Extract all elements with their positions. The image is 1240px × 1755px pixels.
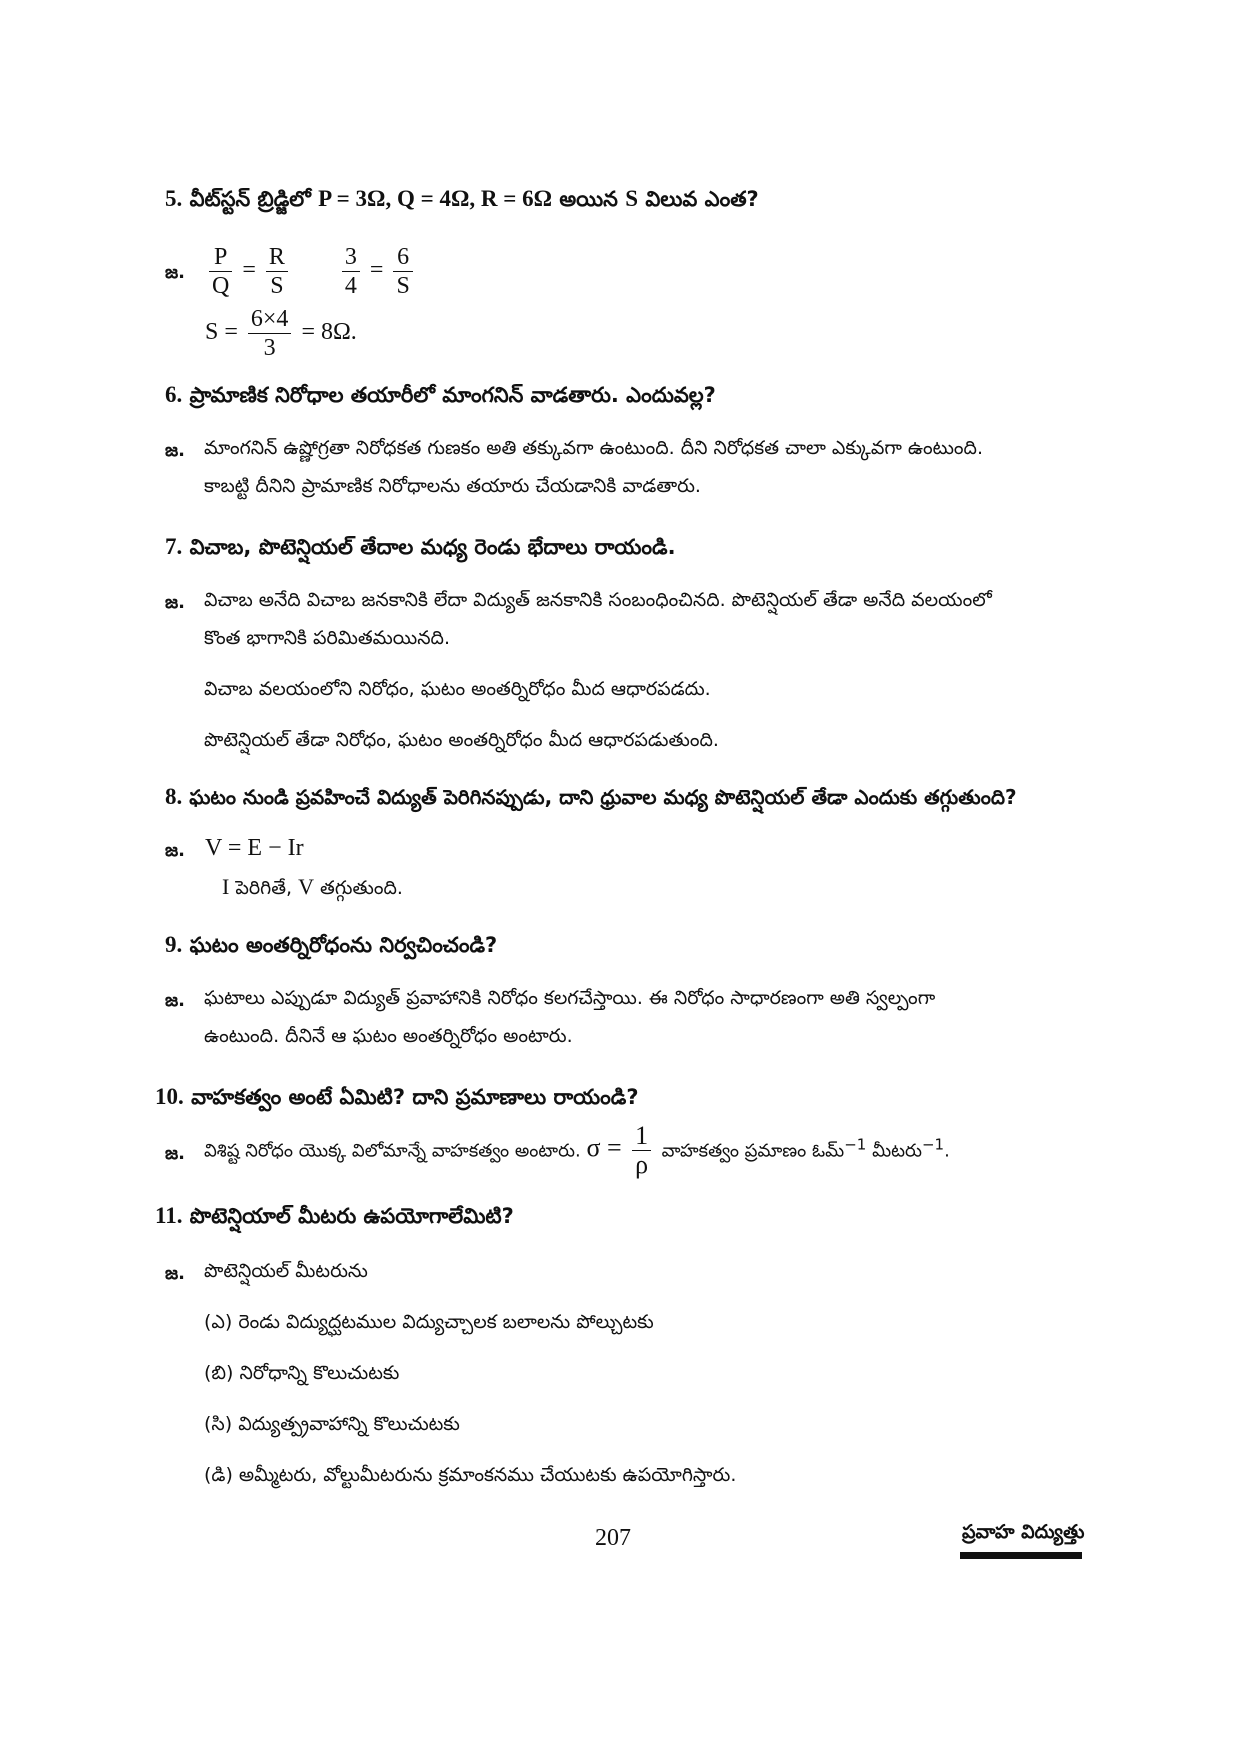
answer-marker: జ. (165, 440, 185, 461)
question-text: విలువ ఎంత? (645, 187, 759, 211)
answer-7-line: విచాబ వలయంలోని నిరోధం, ఘటం అంతర్నిరోధం మీద ఆధారపడదు. (204, 678, 711, 700)
fraction: $\frac{R}{S}$ (266, 243, 288, 300)
answer-6-line: మాంగనిన్ ఉష్ణోగ్రతా నిరోధకత గుణకం అతి తక్కువగా ఉంటుంది. దీని నిరోధకత చాలా ఎక్కువగా ఉంటుంది. (204, 437, 983, 459)
answer-11-intro: పొటెన్షియల్ మీటరును (204, 1260, 368, 1282)
question-text: వీట్‌స్టన్ బ్రిడ్జిలో (189, 187, 311, 211)
fraction: $\frac{3}{4}$ (342, 243, 360, 300)
answer-marker: జ. (165, 990, 185, 1011)
answer-8-formula: V = E − Ir (205, 835, 304, 861)
fraction: $\frac{P}{Q}$ (209, 243, 232, 300)
answer-marker: జ. (165, 840, 185, 861)
fraction: $\frac{6}{S}$ (393, 243, 412, 300)
question-9: 9. ఘటం అంతర్నిరోధంను నిర్వచించండి? (165, 932, 498, 957)
list-item: (ఎ) రెండు విద్యుద్ఘటముల విద్యుచ్చాలక బలాలను పోల్చుటకు (204, 1311, 654, 1333)
answer-5-result: S = $\frac{6\times 4}{3}$ = 8Ω. (205, 306, 357, 361)
fraction: $\frac{6\times 4}{3}$ (248, 305, 292, 362)
chapter-underline (960, 1552, 1082, 1559)
question-variable: S (625, 186, 638, 211)
answer-5-ratio: $\frac{P}{Q}$ = $\frac{R}{S}$ $\frac{3}{4}$ = $\frac{6}{S}$ (205, 243, 417, 300)
answer-7-line: విచాబ అనేది విచాబ జనకానికి లేదా విద్యుత్ జనకానికి సంబంధించినది. పొటెన్షియల్ తేడా అనేది వలయంలో (204, 589, 992, 611)
chapter-title: ప్రవాహ విద్యుత్తు (962, 1521, 1085, 1543)
answer-marker: జ. (165, 592, 185, 613)
question-5 (165, 186, 759, 217)
list-item: (బి) నిరోధాన్ని కొలుచుటకు (204, 1362, 400, 1384)
question-10: 10. వాహకత్వం అంటే ఏమిటి? దాని ప్రమాణాలు రాయండి? (155, 1084, 639, 1109)
answer-7-line: పొటెన్షియల్ తేడా నిరోధం, ఘటం అంతర్నిరోధం మీద ఆధారపడుతుంది. (204, 729, 719, 751)
answer-marker: జ. (165, 262, 185, 283)
list-item: (సి) విద్యుత్ప్రవాహాన్ని కొలుచుటకు (204, 1413, 460, 1435)
answer-9-line: ఉంటుంది. దీనినే ఆ ఘటం అంతర్నిరోధం అంటారు. (204, 1025, 573, 1047)
page-number: 207 (595, 1525, 631, 1551)
question-11: 11. పొటెన్షియాల్ మీటరు ఉపయోగాలేమిటి? (155, 1203, 514, 1228)
question-number: 5. (165, 186, 183, 211)
answer-8-line: I పెరిగితే, V తగ్గుతుంది. (222, 874, 403, 899)
answer-9-line: ఘటాలు ఎప్పుడూ విద్యుత్ ప్రవాహానికి నిరోధం కలగచేస్తాయి. ఈ నిరోధం సాధారణంగా అతి స్వల్పంగా (204, 987, 936, 1009)
question-6: 6. ప్రామాణిక నిరోధాల తయారీలో మాంగనిన్ వాడతారు. ఎందువల్ల? (165, 382, 716, 407)
question-text: అయిన (559, 187, 618, 211)
answer-7-line: కొంత భాగానికి పరిమితమయినది. (204, 627, 450, 649)
answer-marker: జ. (165, 1143, 185, 1164)
fraction: $\frac{1}{\rho}$ (632, 1122, 651, 1179)
answer-10-line: విశిష్ట నిరోధం యొక్క విలోమాన్నే వాహకత్వం అంటారు. σ = $\frac{1}{\rho}$ వాహకత్వం ప్రమాణం ఓమ్$^{-1}$ మీటరు$^{-1}$. (204, 1121, 950, 1179)
question-values: P = 3Ω, Q = 4Ω, R = 6Ω (318, 186, 553, 211)
answer-6-line: కాబట్టి దీనిని ప్రామాణిక నిరోధాలను తయారు చేయడానికి వాడతారు. (204, 475, 701, 497)
answer-marker: జ. (165, 1263, 185, 1284)
list-item: (డి) అమ్మీటరు, వోల్టుమీటరును క్రమాంకనము చేయుటకు ఉపయోగిస్తారు. (204, 1464, 737, 1486)
question-8: 8. ఘటం నుండి ప్రవహించే విద్యుత్ పెరిగినప్పుడు, దాని ధ్రువాల మధ్య పొటెన్షియల్ తేడా ఎందుకు తగ్గుతుంది? (165, 784, 1017, 809)
question-7: 7. విచాబ, పొటెన్షియల్ తేదాల మధ్య రెండు భేదాలు రాయండి. (165, 534, 676, 559)
